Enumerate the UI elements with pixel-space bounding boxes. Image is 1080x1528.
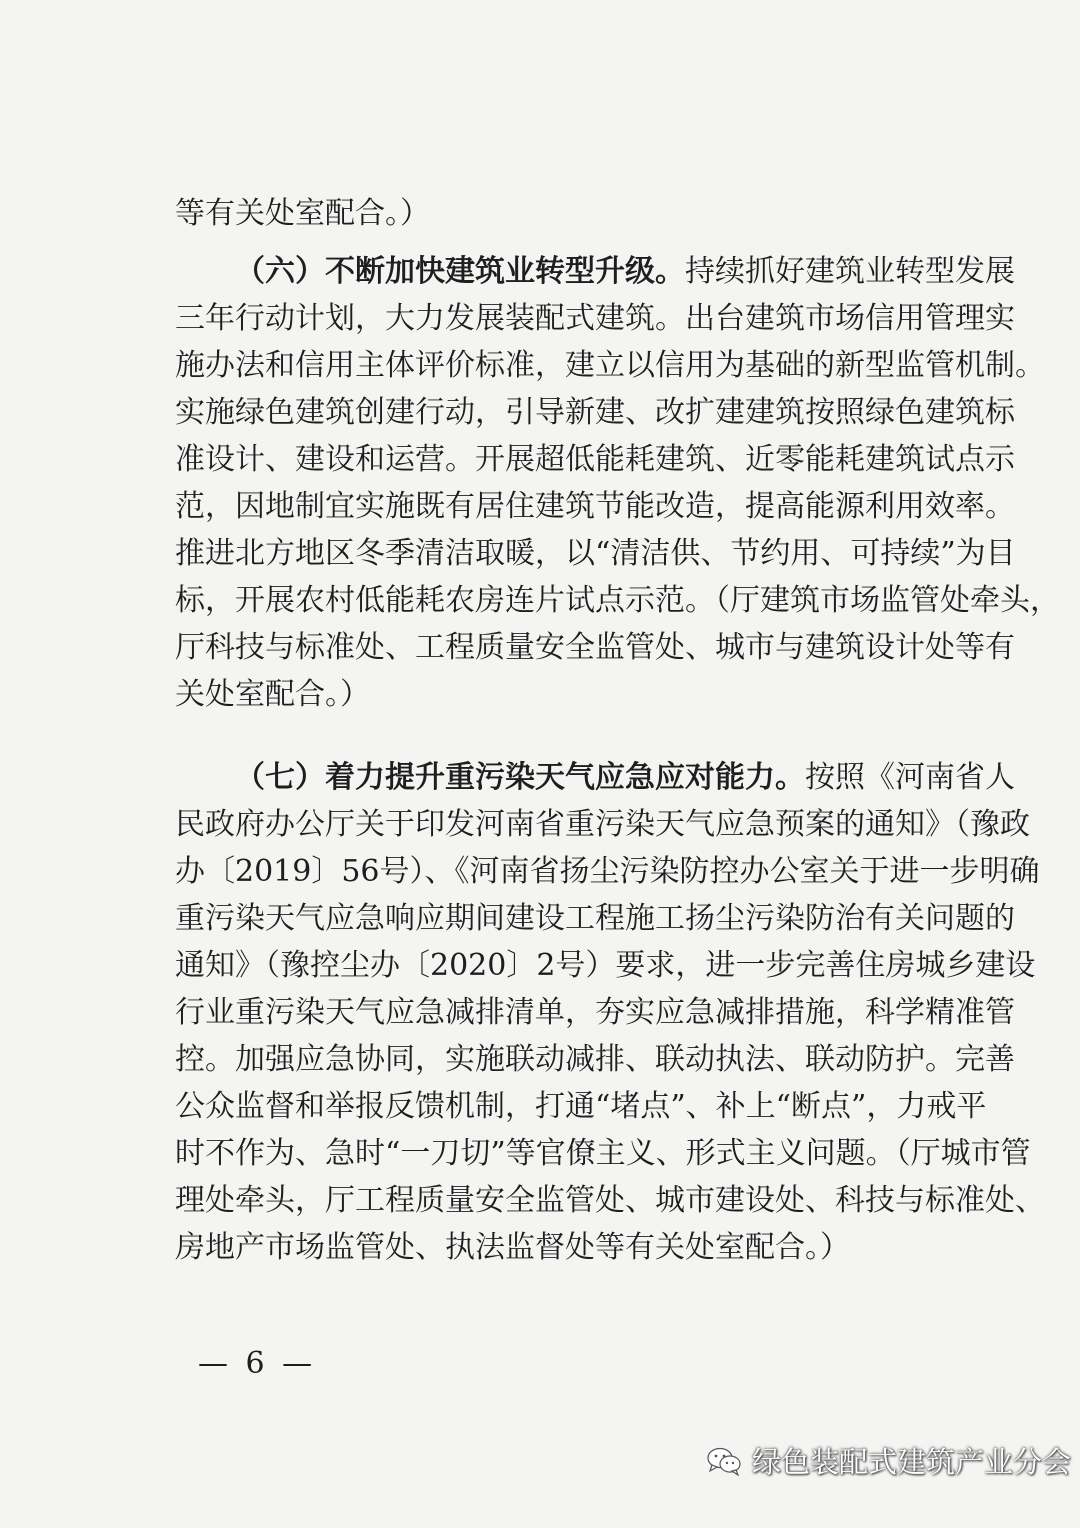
section-6-first-line-text: 持续抓好建筑业转型发展 — [685, 254, 1015, 289]
text-line: 厅科技与标准处、工程质量安全监管处、城市与建筑设计处等有 — [175, 630, 1015, 665]
section-6-heading: （六）不断加快建筑业转型升级。 — [235, 254, 685, 289]
text-line: 行业重污染天气应急减排清单，夯实应急减排措施，科学精准管 — [175, 995, 1015, 1030]
text-line: 时不作为、急时“一刀切”等官僚主义、形式主义问题。（厅城市管 — [175, 1136, 1031, 1171]
paragraph-continuation — [175, 190, 967, 237]
text-line: 准设计、建设和运营。开展超低能耗建筑、近零能耗建筑试点示 — [175, 442, 1015, 477]
text-line: 控。加强应急协同，实施联动减排、联动执法、联动防护。完善 — [175, 1042, 1015, 1077]
text-line — [175, 754, 1015, 801]
text-line: 实施绿色建筑创建行动，引导新建、改扩建建筑按照绿色建筑标 — [175, 395, 1015, 430]
page-number: — 6 — — [198, 1346, 317, 1381]
watermark — [706, 1440, 1071, 1481]
text-line: 等有关处室配合。） — [175, 196, 430, 231]
text-line: 房地产市场监管处、执法监督处等有关处室配合。） — [175, 1230, 850, 1265]
text-line: 理处牵头，厅工程质量安全监管处、城市建设处、科技与标准处、 — [175, 1183, 1045, 1218]
text-line: 办〔2019〕56号）、《河南省扬尘污染防控办公室关于进一步明确 — [175, 854, 1040, 889]
text-line: 公众监督和举报反馈机制，打通“堵点”、补上“断点”，力戒平 — [175, 1089, 987, 1124]
section-7-first-line-text: 按照《河南省人 — [805, 760, 1015, 795]
section-6-paragraph — [175, 248, 1060, 718]
text-line — [175, 248, 1015, 295]
text-line: 施办法和信用主体评价标准，建立以信用为基础的新型监管机制。 — [175, 348, 1045, 383]
section-7-paragraph — [175, 754, 1045, 1271]
text-line: 标，开展农村低能耗农房连片试点示范。（厅建筑市场监管处牵头， — [175, 583, 1060, 618]
text-line: 通知》（豫控尘办〔2020〕2号）要求，进一步完善住房城乡建设 — [175, 948, 1036, 983]
text-line: 民政府办公厅关于印发河南省重污染天气应急预案的通知》（豫政 — [175, 807, 1030, 842]
section-7-heading: （七）着力提升重污染天气应急应对能力。 — [235, 760, 805, 795]
text-line: 推进北方地区冬季清洁取暖，以“清洁供、节约用、可持续”为目 — [175, 536, 1016, 571]
watermark-text: 绿色装配式建筑产业分会 — [752, 1445, 1072, 1479]
wechat-icon — [706, 1446, 742, 1476]
text-line: 三年行动计划，大力发展装配式建筑。出台建筑市场信用管理实 — [175, 301, 1015, 336]
text-line: 关处室配合。） — [175, 677, 370, 712]
text-line: 范，因地制宜实施既有居住建筑节能改造，提高能源利用效率。 — [175, 489, 1015, 524]
text-line: 重污染天气应急响应期间建设工程施工扬尘污染防治有关问题的 — [175, 901, 1015, 936]
